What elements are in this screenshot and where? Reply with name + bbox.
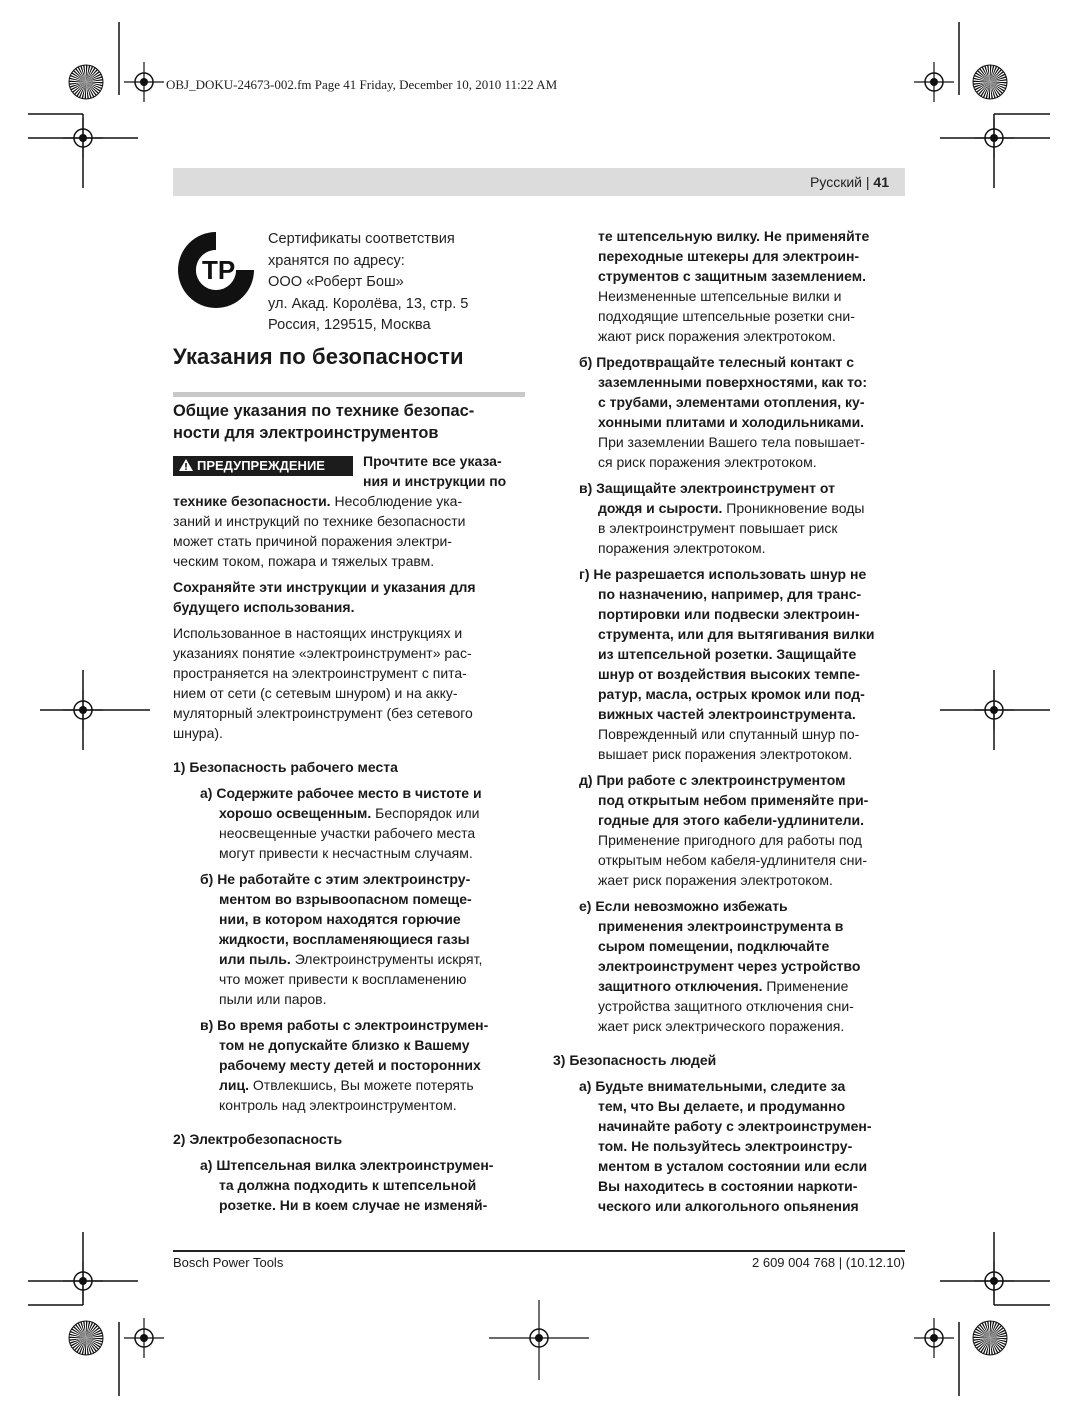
text-run: муляторный электроинструмент (без сетевого [173,705,473,721]
text-line [173,703,473,723]
text-line [598,1096,845,1116]
text-line [598,1136,852,1156]
text-run: хонными плитами и холодильниками. [598,414,865,430]
subtitle-line: Общие указания по технике безопас- [173,402,475,420]
text-line [219,803,480,823]
text-run: тем, что Вы делаете, и продуманно [598,1098,846,1114]
cert-line: хранятся по адресу: [268,252,405,269]
text-line [219,909,461,929]
warning-triangle-icon [179,456,193,476]
text-line [173,491,462,511]
header-label [810,174,889,190]
text-run: рабочему месту детей и посторонних [219,1057,481,1073]
text-run: могут привести к несчастным случаям. [219,845,473,861]
cert-line: ООО «Роберт Бош» [268,274,404,290]
text-run: Прочтите все указа- [363,453,502,469]
cert-line: Россия, 129515, Москва [268,317,431,333]
text-run: 2) Электробезопасность [173,1131,343,1147]
page-number: 41 [873,174,889,190]
text-run: заземленными поверхностями, как то: [598,374,868,390]
text-line [598,452,817,472]
header-language: Русский [810,174,862,190]
text-run: жает риск поражения электротоком. [598,872,833,888]
warning-label: ПРЕДУПРЕЖДЕНИЕ [197,458,325,473]
text-run: переходные штекеры для электроин- [598,248,860,264]
text-line [173,683,458,703]
file-slug: OBJ_DOKU-24673-002.fm Page 41 Friday, December 10, 2010 11:22 AM [166,77,558,92]
footer-doc-number: 2 609 004 768 | (10.12.10) [752,1255,905,1270]
text-run: те штепсельную вилку. Не применяйте [598,228,870,244]
text-line [219,949,482,969]
text-run: или пыль. [219,951,291,967]
text-run: Беспорядок или [371,805,480,821]
text-line [219,1055,481,1075]
text-line [598,1196,859,1216]
text-run: Неизмененные штепсельные вилки и [598,288,842,304]
text-line [173,597,354,617]
text-line [598,870,833,890]
text-line [579,770,845,790]
text-run: том не допускайте близко к Вашему [219,1037,470,1053]
text-run: Отвлекшись, Вы можете потерять [249,1077,474,1093]
text-run: пыли или паров. [219,991,327,1007]
text-line [219,1095,457,1115]
warning-badge [173,456,353,476]
text-line [598,604,860,624]
text-run: розетке. Ни в коем случае не изменяй- [219,1197,488,1213]
text-run: устройства защитного отключения сни- [598,998,854,1014]
text-line [598,498,864,518]
text-line [219,1175,476,1195]
text-run: г) Не разрешается использовать шнур не [579,566,867,582]
text-run: сыром помещении, подключайте [598,938,830,954]
text-line [598,704,856,724]
registration-target-icon [489,1300,589,1380]
text-run: с трубами, элементами отопления, ку- [598,394,865,410]
text-line [598,830,862,850]
starburst-icon [972,64,1008,100]
text-run: контроль над электроинструментом. [219,1097,457,1113]
text-line [579,564,866,584]
text-run: открытым небом кабеля-удлинителя сни- [598,852,868,868]
registration-target-icon [63,1261,103,1301]
text-line [598,306,855,326]
text-run: При заземлении Вашего тела повышает- [598,434,865,450]
certificate-address [268,229,468,337]
text-line [219,929,470,949]
text-line [173,623,462,643]
text-run: ратур, масла, острых кромок или под- [598,686,865,702]
text-run: защитного отключения. [598,978,763,994]
registration-target-icon [124,62,164,102]
text-line [598,744,852,764]
text-run: применения электроинструмента в [598,918,844,934]
text-run: будущего использования. [173,599,355,615]
text-line [173,663,467,683]
text-run: Использованное в настоящих инструкциях и [173,625,463,641]
text-run: заний и инструкций по технике безопасности [173,513,466,529]
text-run: указаниях понятие «электроинструмент» рас- [173,645,472,661]
text-line [598,916,843,936]
text-line [598,684,865,704]
text-line [598,266,866,286]
subtitle-line: ности для электроинструментов [173,424,439,442]
text-run: лиц. [219,1077,249,1093]
text-run: в) Во время работы с электроинструмен- [200,1017,489,1033]
text-line [173,1129,342,1149]
text-run: вижных частей электроинструмента. [598,706,856,722]
text-line [363,451,502,471]
text-run: хорошо освещенным. [219,805,372,821]
logo-letters: ТР [202,255,236,285]
text-line [219,1075,474,1095]
text-line [579,896,788,916]
text-run: шнура). [173,725,223,741]
text-run: 1) Безопасность рабочего места [173,759,398,775]
text-run: ческим током, пожара и тяжелых травм. [173,553,435,569]
section-title: Указания по безопасности [173,344,464,369]
cert-line: ул. Акад. Королёва, 13, стр. 5 [268,295,469,312]
text-run: а) Штепсельная вилка электроинструмен- [200,1157,494,1173]
text-line [598,956,860,976]
text-line [579,1076,845,1096]
text-run: по назначению, например, для транс- [598,586,862,602]
text-run: шнур от воздействия высоких темпе- [598,666,860,682]
page-header [173,168,905,196]
text-run: 3) Безопасность людей [553,1052,717,1068]
text-line [598,724,859,744]
text-run: Несоблюдение ука- [330,493,463,509]
text-line [219,843,473,863]
text-line [598,850,867,870]
text-run: из штепсельной розетки. Защищайте [598,646,857,662]
text-line [598,996,854,1016]
text-run: портировки или подвески электроин- [598,606,860,622]
text-line [219,1195,487,1215]
text-run: вышает риск поражения электротоком. [598,746,853,762]
text-run: поражения электротоком. [598,540,766,556]
text-run: Вы находитесь в состоянии наркоти- [598,1178,858,1194]
text-line [553,1050,716,1070]
text-line [598,432,865,452]
text-line [173,577,476,597]
text-run: ментом в усталом состоянии или если [598,1158,868,1174]
text-run: ческого или алкогольного опьянения [598,1198,859,1214]
text-run: нии, в котором находятся горючие [219,911,461,927]
text-line [598,518,838,538]
text-line [598,976,848,996]
text-line [598,810,864,830]
text-run: может стать причиной поражения электри- [173,533,452,549]
certification-logo-icon [172,226,260,314]
footer-brand: Bosch Power Tools [173,1255,284,1270]
text-run: неосвещенные участки рабочего места [219,825,476,841]
text-run: начинайте работу с электроинструмен- [598,1118,872,1134]
crop-line [40,670,160,750]
registration-target-icon [63,118,103,158]
text-run: ся риск поражения электротоком. [598,454,817,470]
text-run: Применение [762,978,849,994]
title-divider [173,392,525,397]
text-run: д) При работе с электроинструментом [579,772,846,788]
crop-line [940,670,1060,750]
text-line [598,644,856,664]
registration-target-icon [914,62,954,102]
text-run: жидкости, воспламеняющиеся газы [219,931,470,947]
text-line [598,538,766,558]
text-line [363,471,506,491]
text-run: дождя и сырости. [598,500,723,516]
text-run: Сохраняйте эти инструкции и указания для [173,579,476,595]
text-line [219,969,466,989]
header-separator: | [865,174,870,190]
text-line [598,664,860,684]
text-line [598,936,829,956]
text-line [598,1116,872,1136]
text-run: жает риск электрического поражения. [598,1018,845,1034]
text-run: пространяется на электроинструмент с пита- [173,665,467,681]
text-line [598,624,875,644]
text-line [598,286,841,306]
text-run: та должна подходить к штепсельной [219,1177,477,1193]
text-run: жают риск поражения электротоком. [598,328,836,344]
text-line [173,643,472,663]
text-line [598,1176,857,1196]
footer-divider [173,1250,905,1252]
text-line [173,551,434,571]
registration-target-icon [974,118,1014,158]
text-run: а) Содержите рабочее место в чистоте и [200,785,482,801]
text-line [219,989,327,1009]
text-line [200,1155,493,1175]
text-line [598,226,869,246]
text-run: б) Не работайте с этим электроинстру- [200,871,471,887]
cert-line: Сертификаты соответствия [268,231,455,247]
text-run: Электроинструменты искрят, [290,951,483,967]
text-run: нием от сети (с сетевым шнуром) и на акку- [173,685,458,701]
text-line [598,1156,867,1176]
subsection-title [173,400,528,444]
text-run: подходящие штепсельные розетки сни- [598,308,855,324]
text-line [173,757,398,777]
text-run: Поврежденный или спутанный шнур по- [598,726,860,742]
text-line [200,869,470,889]
text-line [579,478,835,498]
text-run: Применение пригодного для работы под [598,832,862,848]
text-line [173,511,465,531]
starburst-icon [68,1320,104,1356]
text-line [598,372,867,392]
text-line [598,584,861,604]
text-run: что может привести к воспламенению [219,971,467,987]
text-run: струмента, или для вытягивания вилки [598,626,875,642]
text-run: том. Не пользуйтесь электроинстру- [598,1138,853,1154]
starburst-icon [68,64,104,100]
text-line [219,823,475,843]
text-line [598,392,865,412]
starburst-icon [972,1320,1008,1356]
text-line [173,723,223,743]
text-line [200,783,482,803]
text-run: Проникновение воды [722,500,865,516]
text-line [598,1016,844,1036]
text-run: ния и инструкции по [363,473,507,489]
registration-target-icon [914,1318,954,1358]
text-line [173,531,452,551]
text-line [200,1015,488,1035]
registration-target-icon [974,1261,1014,1301]
text-line [598,246,859,266]
registration-target-icon [124,1318,164,1358]
text-run: б) Предотвращайте телесный контакт с [579,354,855,370]
text-run: под открытым небом применяйте при- [598,792,869,808]
text-run: технике безопасности. [173,493,331,509]
text-line [598,326,836,346]
text-run: годные для этого кабели-удлинители. [598,812,864,828]
text-run: электроинструмент через устройство [598,958,861,974]
text-run: в) Защищайте электроинструмент от [579,480,835,496]
text-line [598,790,868,810]
text-line [598,412,864,432]
text-run: е) Если невозможно избежать [579,898,788,914]
text-line [579,352,854,372]
text-line [219,1035,470,1055]
text-run: в электроинструмент повышает риск [598,520,838,536]
text-run: а) Будьте внимательными, следите за [579,1078,846,1094]
text-run: струментов с защитным заземлением. [598,268,866,284]
text-run: ментом во взрывоопасном помеще- [219,891,472,907]
text-line [219,889,472,909]
